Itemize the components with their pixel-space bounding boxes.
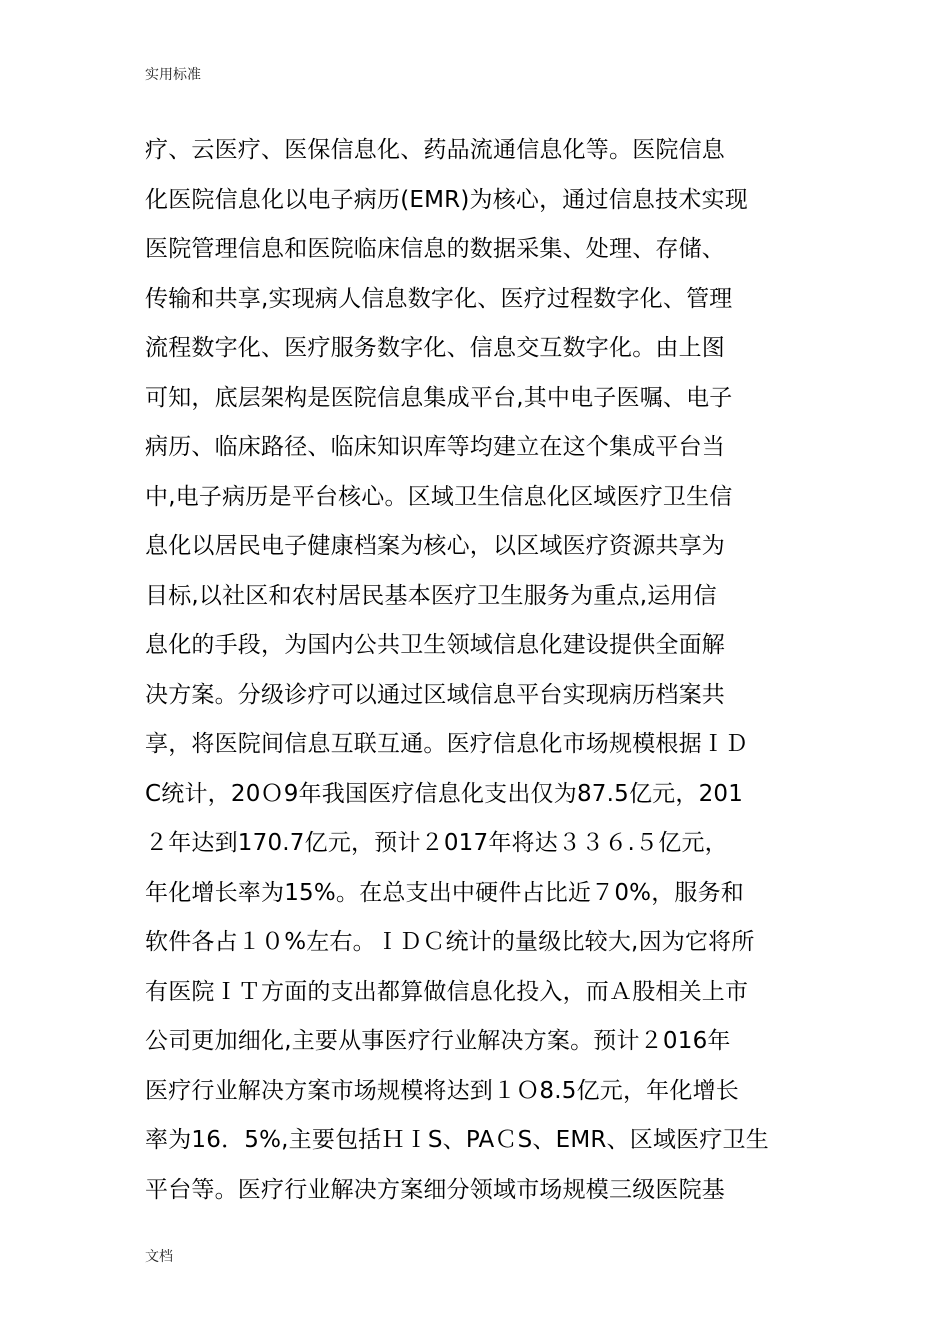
document-body — [145, 126, 810, 1215]
body-line: 中,电子病历是平台核心。区域卫生信息化区域医疗卫生信 — [145, 483, 733, 510]
body-line: 可知，底层架构是医院信息集成平台,其中电子医嘱、电子 — [145, 384, 733, 411]
body-line: 医疗行业解决方案市场规模将达到１Ｏ8.5亿元，年化增长 — [145, 1077, 739, 1104]
body-line: 决方案。分级诊疗可以通过区域信息平台实现病历档案共 — [145, 681, 725, 708]
body-line: 流程数字化、医疗服务数字化、信息交互数字化。由上图 — [145, 335, 725, 361]
body-line: 公司更加细化,主要从事医疗行业解决方案。预计２016年 — [145, 1028, 731, 1054]
body-line: 息化以居民电子健康档案为核心，以区域医疗资源共享为 — [145, 533, 725, 559]
body-line: 享，将医院间信息互联互通。医疗信息化市场规模根据ＩＤ — [145, 731, 749, 757]
body-line: 疗、云医疗、医保信息化、药品流通信息化等。医院信息 — [145, 137, 725, 163]
body-line: ２年达到170.7亿元，预计２017年将达３３６.５亿元， — [145, 830, 728, 856]
body-line: 平台等。医疗行业解决方案细分领域市场规模三级医院基 — [145, 1176, 725, 1203]
body-line: 率为16．5%,主要包括ＨＩS、PAＣS、EMR、区域医疗卫生 — [145, 1127, 769, 1153]
body-line: 有医院ＩＴ方面的支出都算做信息化投入，而Ａ股相关上市 — [145, 978, 749, 1005]
body-line: 病历、临床路径、临床知识库等均建立在这个集成平台当 — [145, 434, 725, 460]
page-footer: 文档 — [145, 1249, 173, 1265]
body-line: 化医院信息化以电子病历(EMR)为核心，通过信息技术实现 — [145, 186, 748, 213]
body-line: 年化增长率为15%。在总支出中硬件占比近７0%，服务和 — [145, 879, 745, 906]
body-line: 医院管理信息和医院临床信息的数据采集、处理、存储、 — [145, 236, 725, 262]
body-line: 息化的手段，为国内公共卫生领域信息化建设提供全面解 — [145, 632, 725, 658]
body-line: 传输和共享,实现病人信息数字化、医疗过程数字化、管理 — [145, 285, 733, 312]
body-line: 目标,以社区和农村居民基本医疗卫生服务为重点,运用信 — [145, 582, 717, 609]
page-header: 实用标准 — [145, 67, 201, 83]
body-line: 软件各占１０%左右。ＩＤＣ统计的量级比较大,因为它将所 — [145, 929, 755, 955]
body-line: C统计，20Ｏ9年我国医疗信息化支出仅为87.5亿元，201 — [145, 780, 744, 807]
